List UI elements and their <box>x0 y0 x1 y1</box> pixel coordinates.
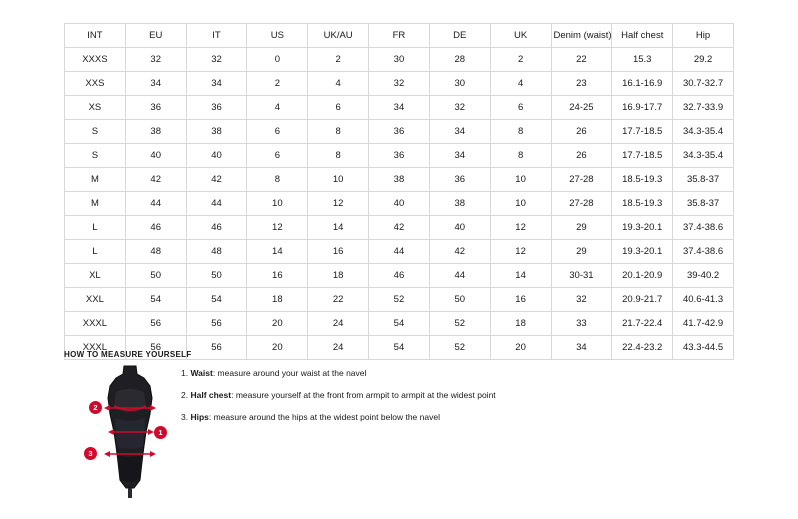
cell: 34 <box>125 72 186 96</box>
cell: 37.4-38.6 <box>673 240 734 264</box>
cell: 4 <box>247 96 308 120</box>
cell: 40 <box>369 192 430 216</box>
cell: 54 <box>125 288 186 312</box>
cell: 29.2 <box>673 48 734 72</box>
cell: 29 <box>551 240 612 264</box>
cell: 54 <box>369 336 430 360</box>
table-row <box>65 192 734 216</box>
table-row <box>65 168 734 192</box>
mannequin-brief <box>117 454 143 482</box>
cell: 8 <box>247 168 308 192</box>
cell: 18.5-19.3 <box>612 192 673 216</box>
table-header-row <box>65 24 734 48</box>
cell: 46 <box>369 264 430 288</box>
cell: 38 <box>186 120 247 144</box>
table-row <box>65 72 734 96</box>
column-header: UK/AU <box>308 24 369 48</box>
column-header: Denim (waist) <box>551 24 612 48</box>
cell: 17.7-18.5 <box>612 120 673 144</box>
cell: 32 <box>369 72 430 96</box>
cell: 39-40.2 <box>673 264 734 288</box>
cell: 26 <box>551 144 612 168</box>
cell: 12 <box>490 216 551 240</box>
cell: XXL <box>65 288 126 312</box>
cell: 52 <box>429 336 490 360</box>
cell: 16.1-16.9 <box>612 72 673 96</box>
cell: 42 <box>125 168 186 192</box>
cell: 54 <box>186 288 247 312</box>
size-conversion-table <box>64 23 734 360</box>
cell: 14 <box>490 264 551 288</box>
table-row <box>65 240 734 264</box>
marker-badge-waist: 1 <box>154 426 167 439</box>
cell: 34 <box>429 120 490 144</box>
marker-badge-hips: 3 <box>84 447 97 460</box>
cell: 2 <box>490 48 551 72</box>
table-row <box>65 288 734 312</box>
measure-label: Half chest <box>190 390 232 400</box>
cell: 0 <box>247 48 308 72</box>
cell: 28 <box>429 48 490 72</box>
cell: 36 <box>429 168 490 192</box>
cell: 12 <box>308 192 369 216</box>
cell: 34 <box>369 96 430 120</box>
cell: 52 <box>369 288 430 312</box>
cell: 36 <box>369 144 430 168</box>
cell: 8 <box>308 120 369 144</box>
cell: S <box>65 120 126 144</box>
measure-number: 1. <box>181 368 189 378</box>
cell: 27-28 <box>551 168 612 192</box>
cell: 32 <box>125 48 186 72</box>
cell: 10 <box>490 168 551 192</box>
cell: 32 <box>429 96 490 120</box>
measure-text: : measure around your waist at the navel <box>212 368 367 378</box>
cell: XXXS <box>65 48 126 72</box>
cell: 24 <box>308 336 369 360</box>
cell: M <box>65 192 126 216</box>
cell: 32 <box>551 288 612 312</box>
cell: 16 <box>490 288 551 312</box>
cell: 56 <box>125 312 186 336</box>
measure-label: Hips <box>190 412 209 422</box>
measure-label: Waist <box>190 368 213 378</box>
cell: 50 <box>186 264 247 288</box>
cell: 20 <box>247 312 308 336</box>
cell: 50 <box>429 288 490 312</box>
table-row <box>65 96 734 120</box>
cell: 44 <box>429 264 490 288</box>
column-header: FR <box>369 24 430 48</box>
table-row <box>65 120 734 144</box>
cell: 38 <box>369 168 430 192</box>
column-header: UK <box>490 24 551 48</box>
cell: 18 <box>308 264 369 288</box>
cell: 30 <box>369 48 430 72</box>
mannequin-waist-panel <box>115 418 145 449</box>
cell: 38 <box>125 120 186 144</box>
cell: 12 <box>490 240 551 264</box>
column-header: IT <box>186 24 247 48</box>
cell: 32 <box>186 48 247 72</box>
table-row <box>65 216 734 240</box>
table-body <box>65 48 734 360</box>
cell: 34 <box>186 72 247 96</box>
measure-instruction-1 <box>181 368 601 379</box>
cell: 4 <box>308 72 369 96</box>
cell: 43.3-44.5 <box>673 336 734 360</box>
table-row <box>65 264 734 288</box>
cell: 34 <box>429 144 490 168</box>
cell: XXS <box>65 72 126 96</box>
cell: 22 <box>551 48 612 72</box>
how-to-measure-title: HOW TO MEASURE YOURSELF <box>64 350 192 359</box>
table-row <box>65 312 734 336</box>
marker-badge-half-chest: 2 <box>89 401 102 414</box>
cell: 8 <box>490 120 551 144</box>
cell: 37.4-38.6 <box>673 216 734 240</box>
cell: 46 <box>186 216 247 240</box>
cell: 42 <box>186 168 247 192</box>
cell: 8 <box>308 144 369 168</box>
cell: 32.7-33.9 <box>673 96 734 120</box>
cell: 20 <box>247 336 308 360</box>
cell: 6 <box>247 120 308 144</box>
cell: 16.9-17.7 <box>612 96 673 120</box>
cell: 10 <box>490 192 551 216</box>
cell: 40 <box>186 144 247 168</box>
cell: 44 <box>369 240 430 264</box>
measure-number: 3. <box>181 412 189 422</box>
column-header: US <box>247 24 308 48</box>
cell: 16 <box>247 264 308 288</box>
cell: 34.3-35.4 <box>673 120 734 144</box>
cell: 34 <box>551 336 612 360</box>
cell: 44 <box>186 192 247 216</box>
cell: 40 <box>429 216 490 240</box>
cell: L <box>65 216 126 240</box>
how-to-measure-list <box>181 368 601 434</box>
cell: 54 <box>369 312 430 336</box>
cell: 52 <box>429 312 490 336</box>
cell: 41.7-42.9 <box>673 312 734 336</box>
cell: 22.4-23.2 <box>612 336 673 360</box>
cell: 10 <box>247 192 308 216</box>
cell: 19.3-20.1 <box>612 240 673 264</box>
cell: M <box>65 168 126 192</box>
cell: 18 <box>247 288 308 312</box>
cell: 34.3-35.4 <box>673 144 734 168</box>
cell: 20.9-21.7 <box>612 288 673 312</box>
cell: 26 <box>551 120 612 144</box>
cell: 40 <box>125 144 186 168</box>
cell: 22 <box>308 288 369 312</box>
cell: 30-31 <box>551 264 612 288</box>
cell: 2 <box>308 48 369 72</box>
cell: 38 <box>429 192 490 216</box>
cell: 36 <box>369 120 430 144</box>
cell: 14 <box>308 216 369 240</box>
table-row <box>65 144 734 168</box>
cell: 12 <box>247 216 308 240</box>
cell: 17.7-18.5 <box>612 144 673 168</box>
cell: 30 <box>429 72 490 96</box>
cell: 21.7-22.4 <box>612 312 673 336</box>
column-header: Hip <box>673 24 734 48</box>
cell: L <box>65 240 126 264</box>
measure-text: : measure yourself at the front from armpit to armpit at the widest point <box>231 390 496 400</box>
cell: 14 <box>247 240 308 264</box>
column-header: DE <box>429 24 490 48</box>
column-header: INT <box>65 24 126 48</box>
cell: 18 <box>490 312 551 336</box>
cell: 8 <box>490 144 551 168</box>
cell: 6 <box>490 96 551 120</box>
cell: 36 <box>186 96 247 120</box>
cell: 27-28 <box>551 192 612 216</box>
cell: 40.6-41.3 <box>673 288 734 312</box>
cell: 35.8-37 <box>673 192 734 216</box>
measurement-illustration <box>80 362 180 502</box>
cell: 56 <box>186 336 247 360</box>
cell: 56 <box>125 336 186 360</box>
cell: 30.7-32.7 <box>673 72 734 96</box>
column-header: Half chest <box>612 24 673 48</box>
cell: 24 <box>308 312 369 336</box>
cell: 6 <box>247 144 308 168</box>
mannequin-stand-pole <box>128 488 132 498</box>
measure-text: : measure around the hips at the widest point below the navel <box>208 412 440 422</box>
cell: 4 <box>490 72 551 96</box>
size-chart-container <box>64 23 734 360</box>
cell: 10 <box>308 168 369 192</box>
cell: 35.8-37 <box>673 168 734 192</box>
cell: 33 <box>551 312 612 336</box>
cell: 42 <box>429 240 490 264</box>
cell: 48 <box>125 240 186 264</box>
cell: 23 <box>551 72 612 96</box>
measure-number: 2. <box>181 390 189 400</box>
cell: 20.1-20.9 <box>612 264 673 288</box>
measure-instruction-2 <box>181 390 601 401</box>
cell: 16 <box>308 240 369 264</box>
cell: XXXL <box>65 336 126 360</box>
cell: 19.3-20.1 <box>612 216 673 240</box>
cell: 46 <box>125 216 186 240</box>
cell: 56 <box>186 312 247 336</box>
cell: 44 <box>125 192 186 216</box>
cell: XS <box>65 96 126 120</box>
cell: 15.3 <box>612 48 673 72</box>
table-row <box>65 48 734 72</box>
cell: 48 <box>186 240 247 264</box>
cell: 36 <box>125 96 186 120</box>
cell: S <box>65 144 126 168</box>
cell: 24-25 <box>551 96 612 120</box>
table-header <box>65 24 734 48</box>
cell: 42 <box>369 216 430 240</box>
cell: 20 <box>490 336 551 360</box>
cell: 29 <box>551 216 612 240</box>
column-header: EU <box>125 24 186 48</box>
cell: 50 <box>125 264 186 288</box>
measure-instruction-3 <box>181 412 601 423</box>
cell: XXXL <box>65 312 126 336</box>
cell: 2 <box>247 72 308 96</box>
cell: 18.5-19.3 <box>612 168 673 192</box>
cell: XL <box>65 264 126 288</box>
cell: 6 <box>308 96 369 120</box>
